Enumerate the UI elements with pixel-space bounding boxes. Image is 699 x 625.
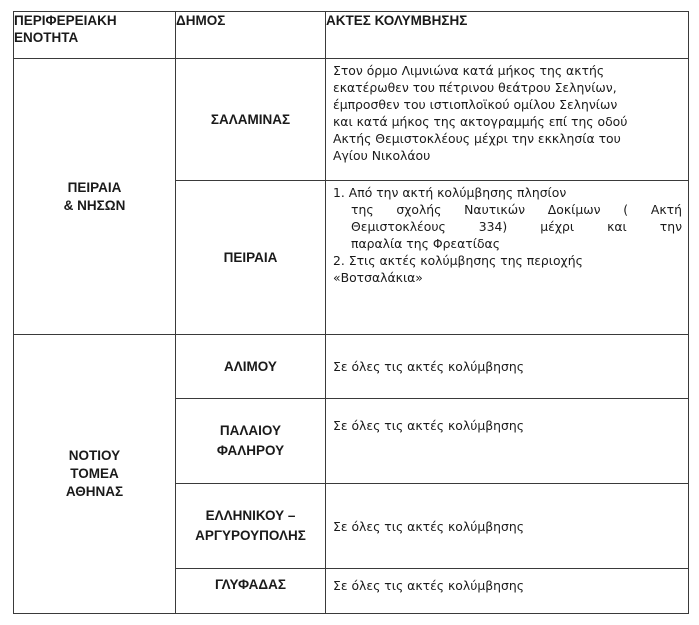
beach-description [326, 181, 689, 335]
beach-line: παραλία της Φρεατίδας [351, 236, 500, 251]
beach-line: και κατά μήκος της ακτογραμμής επί της οδού [333, 114, 628, 129]
municipality-name: ΑΡΓΥΡΟΥΠΟΛΗΣ [195, 528, 306, 543]
beach-item-1-continuation [333, 201, 682, 252]
municipality-name: ΕΛΛΗΝΙΚΟΥ – [205, 508, 296, 523]
header-municipality: ΔΗΜΟΣ [176, 12, 326, 59]
beach-description: Σε όλες τις ακτές κολύμβησης [326, 569, 689, 614]
municipality-cell [176, 181, 326, 335]
header-region-line: ΕΝΟΤΗΤΑ [14, 30, 79, 45]
municipality-cell [176, 399, 326, 484]
beach-description [326, 59, 689, 181]
beaches-table [13, 11, 689, 614]
beach-line: της σχολής Ναυτικών Δοκίμων ( Ακτή [351, 202, 682, 217]
municipality-name: ΠΑΛΑΙΟΥ [219, 423, 282, 438]
beach-line: Στον όρμο Λιμνιώνα κατά μήκος της ακτής [333, 63, 605, 78]
municipality-cell [176, 569, 326, 614]
region-line: & ΝΗΣΩΝ [63, 197, 126, 213]
region-cell [14, 59, 176, 335]
beach-item-1: 1. Από την ακτή κολύμβησης πλησίον [333, 185, 567, 200]
table-row [14, 335, 689, 399]
beach-description: Σε όλες τις ακτές κολύμβησης [326, 484, 689, 569]
beach-line: εκατέρωθεν του πέτρινου θεάτρου Σεληνίων, [333, 80, 617, 95]
municipality-cell [176, 59, 326, 181]
beach-description [326, 399, 689, 484]
municipality-name: ΓΛΥΦΑΔΑΣ [215, 577, 286, 592]
header-region-line: ΠΕΡΙΦΕΡΕΙΑΚΗ [14, 13, 117, 28]
region-line: ΠΕΙΡΑΙΑ [67, 179, 122, 195]
beach-line: Ακτής Θεμιστοκλέους μέχρι την εκκλησία του [333, 131, 621, 146]
municipality-name: ΦΑΛΗΡΟΥ [216, 443, 285, 458]
region-line: ΑΘΗΝΑΣ [65, 484, 124, 499]
region-cell [14, 335, 176, 614]
region-line: ΤΟΜΕΑ [70, 466, 119, 481]
beach-item-2: 2. Στις ακτές κολύμβησης της περιοχής [333, 253, 583, 268]
beach-line: Θεμιστοκλέους 334) μέχρι και την [351, 219, 682, 234]
region-line: ΝΟΤΙΟΥ [68, 448, 121, 463]
beach-line: «Βοτσαλάκια» [333, 270, 423, 285]
table-header-row [14, 12, 689, 59]
municipality-cell [176, 335, 326, 399]
table-row [14, 59, 689, 181]
beach-line: έμπροσθεν του ιστιοπλοϊκού ομίλου Σεληνίων [333, 97, 618, 112]
beach-description: Σε όλες τις ακτές κολύμβησης [326, 335, 689, 399]
header-beaches: ΑΚΤΕΣ ΚΟΛΥΜΒΗΣΗΣ [326, 12, 689, 59]
header-region [14, 12, 176, 59]
beach-line: Σε όλες τις ακτές κολύμβησης [333, 418, 524, 433]
municipality-name: ΑΛΙΜΟΥ [224, 358, 277, 374]
municipality-name: ΣΑΛΑΜΙΝΑΣ [210, 111, 291, 127]
municipality-cell [176, 484, 326, 569]
municipality-name: ΠΕΙΡΑΙΑ [223, 249, 278, 265]
beach-line: Αγίου Νικολάου [333, 148, 431, 163]
